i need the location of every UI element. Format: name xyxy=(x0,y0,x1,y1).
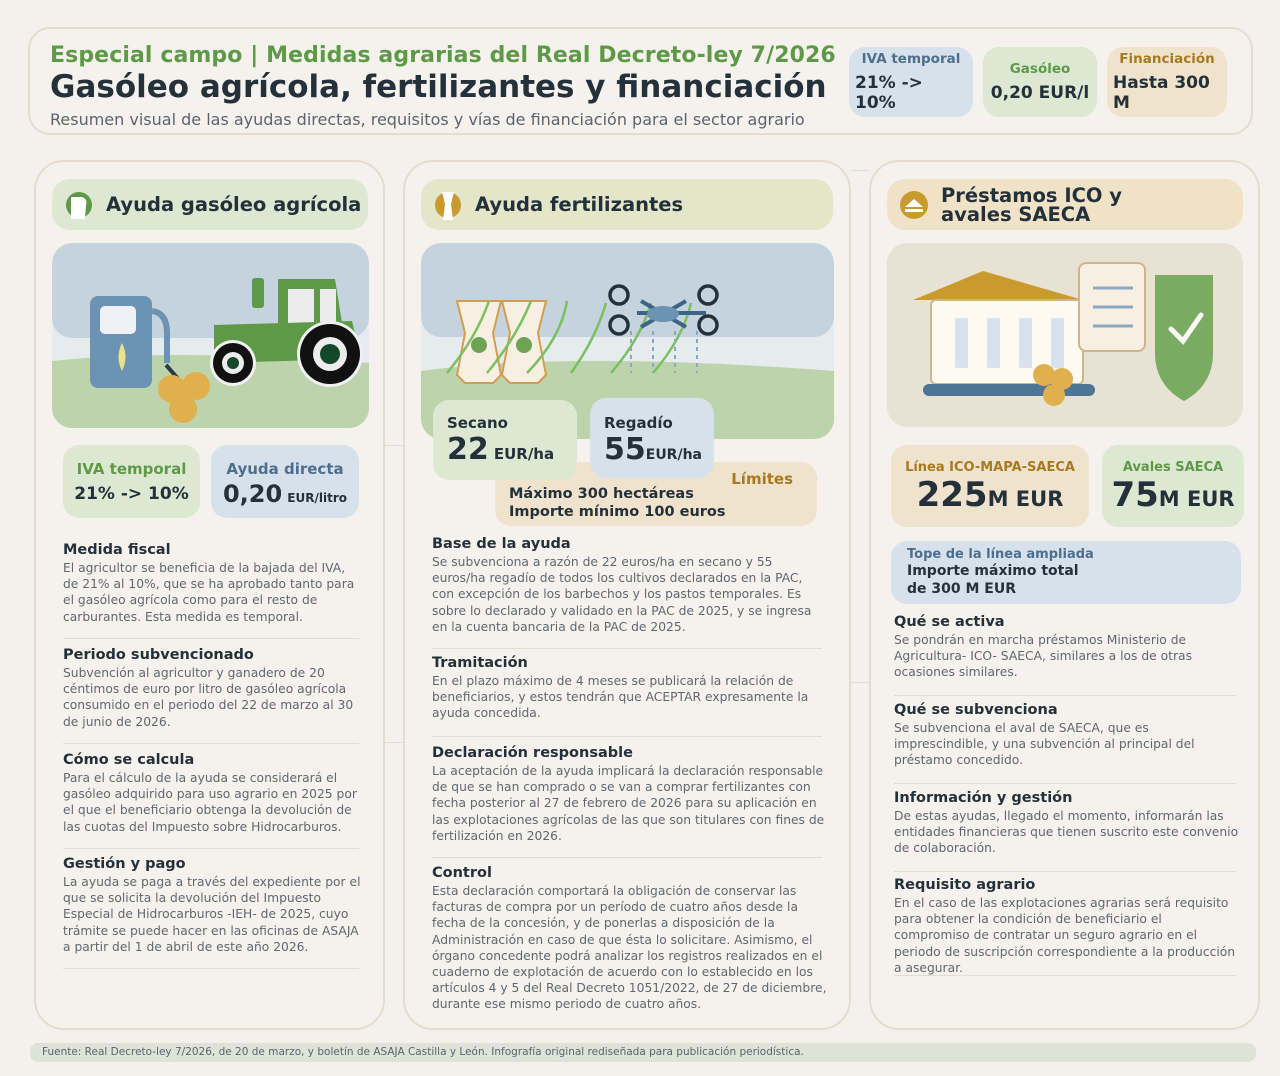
card-header xyxy=(421,179,833,230)
stat-label: Avales SAECA xyxy=(1122,460,1224,475)
connector-line xyxy=(385,445,403,446)
limits-line-1: Máximo 300 hectáreas xyxy=(509,486,694,502)
section-title: Gestión y pago xyxy=(63,856,186,872)
section-control xyxy=(432,865,827,1013)
section-body: Se pondrán en marcha préstamos Ministerio de Agricultura- ICO- SAECA, similares a los de otras ocasiones similares. xyxy=(894,633,1192,680)
tope-line-2: de 300 M EUR xyxy=(907,581,1017,597)
section-que-se-activa xyxy=(894,614,1239,681)
section-title: Control xyxy=(432,865,492,881)
stat-iva xyxy=(63,445,200,518)
page-title: Gasóleo agrícola, fertilizantes y financiación xyxy=(50,69,827,105)
stat-value: 0,20 xyxy=(222,480,283,508)
section-body: La aceptación de la ayuda implicará la declaración responsable de que se han comprado o se van a comprar fertilizantes con fecha posterior al 27 de febrero de 2026 para su aplicación en las explotaciones agrícolas de las que son titulares con fines de fertilización en 2026. xyxy=(432,764,825,843)
stat-regadio xyxy=(590,398,714,478)
chip-financiacion xyxy=(1107,47,1227,117)
section-title: Declaración responsable xyxy=(432,745,633,761)
bank-shield-illustration xyxy=(887,243,1243,427)
section-tramitacion xyxy=(432,655,827,722)
card-title: Ayuda fertilizantes xyxy=(475,193,684,216)
stat-unit: M EUR xyxy=(987,487,1064,511)
chip-value: 21% -> 10% xyxy=(855,73,923,113)
stat-unit: M EUR xyxy=(1158,487,1235,511)
fuel-drop-icon xyxy=(64,190,94,220)
section-periodo xyxy=(63,647,363,730)
section-title: Qué se subvenciona xyxy=(894,702,1058,718)
chip-gasoleo xyxy=(983,47,1097,117)
divider xyxy=(894,871,1236,872)
stat-unit: EUR/litro xyxy=(287,491,347,505)
stat-label: Regadío xyxy=(604,414,673,432)
card-header xyxy=(52,179,368,230)
section-body: En el plazo máximo de 4 meses se publicará la relación de beneficiarios, y estos tendrán que ACEPTAR expresamente la ayuda concedida. xyxy=(432,674,809,721)
divider xyxy=(63,743,359,744)
page-header xyxy=(28,27,1253,135)
divider xyxy=(63,638,359,639)
card-header xyxy=(887,179,1243,230)
chip-label: IVA temporal xyxy=(861,51,961,67)
divider xyxy=(894,695,1236,696)
card-title: Ayuda gasóleo agrícola xyxy=(106,193,362,216)
divider xyxy=(894,975,1236,976)
section-title: Tramitación xyxy=(432,655,528,671)
fertilizer-bag-icon xyxy=(433,190,463,220)
section-title: Cómo se calcula xyxy=(63,752,195,768)
divider xyxy=(432,736,822,737)
section-title: Medida fiscal xyxy=(63,542,171,558)
header-kicker: Especial campo | Medidas agrarias del Real Decreto-ley 7/2026 xyxy=(50,43,836,68)
source-footer: Fuente: Real Decreto-ley 7/2026, de 20 de marzo, y boletín de ASAJA Castilla y León. Infografía original rediseñada para publicación periodística. xyxy=(30,1043,1256,1062)
stat-value: 75 xyxy=(1111,475,1159,515)
section-title: Información y gestión xyxy=(894,790,1073,806)
chip-value: Hasta 300 M xyxy=(1113,73,1210,113)
section-gestion-pago xyxy=(63,856,363,955)
stat-avales-saeca xyxy=(1102,445,1244,527)
chip-iva xyxy=(849,47,973,117)
connector-line xyxy=(385,742,403,743)
section-body: Para el cálculo de la ayuda se considerará el gasóleo adquirido para uso agrario en 2025 por el que el beneficiario obtenga la devolución de las cuotas del Impuesto sobre Hidrocarburos. xyxy=(63,771,357,834)
section-body: El agricultor se beneficia de la bajada del IVA, de 21% al 10%, que se ha aprobado tanto para el gasóleo agrícola como para el resto de carburantes. Esta medida es temporal. xyxy=(63,561,355,624)
stat-label: IVA temporal xyxy=(76,460,187,478)
card-gasoleo xyxy=(34,160,385,1030)
section-body: Esta declaración comportará la obligación de conservar las facturas de compra por un período de cuatro años desde la fecha de la concesión, y de ponerlas a disposición de la Administración en caso de que ésta lo solicitare. Asimismo, el órgano concedente podrá analizar los registros realizados en el cuaderno de explotación de acuerdo con lo establecido en los artículos 4 y 5 del Real Decreto 1051/2022, de 27 de diciembre, durante ese mismo periodo de cuatro años. xyxy=(432,884,827,1012)
page-subtitle: Resumen visual de las ayudas directas, requisitos y vías de financiación para el sector agrario xyxy=(50,110,805,129)
stat-value: 225 xyxy=(916,475,988,515)
stat-ayuda-directa xyxy=(211,445,359,518)
divider xyxy=(432,648,822,649)
section-informacion xyxy=(894,790,1239,857)
section-body: La ayuda se paga a través del expediente por el que se solicita la devolución del Impuesto Especial de Hidrocarburos -IEH- de 2025, cuyo trámite se puede hacer en las oficinas de ASAJA a partir del 1 de abril de este año 2026. xyxy=(63,875,361,954)
divider xyxy=(894,783,1236,784)
section-title: Qué se activa xyxy=(894,614,1005,630)
limits-line-2: Importe mínimo 100 euros xyxy=(509,504,726,520)
section-title: Requisito agrario xyxy=(894,877,1036,893)
stat-linea-ico xyxy=(891,445,1089,527)
card-prestamos xyxy=(869,160,1260,1030)
section-body: Se subvenciona a razón de 22 euros/ha en secano y 55 euros/ha regadío de todos los cultivos declarados en la PAC, con excepción de los barbechos y los pastos temporales. Es sobre lo declarado y validado en la PAC de 2025, y se ingresa en la cuenta bancaria de la PAC de 2025. xyxy=(432,555,812,634)
tope-label: Tope de la línea ampliada xyxy=(907,547,1094,562)
tractor-fuel-illustration xyxy=(52,243,369,428)
card-title-line-1: Préstamos ICO y xyxy=(941,183,1122,207)
tope-box xyxy=(891,541,1241,604)
divider xyxy=(432,857,822,858)
section-title: Base de la ayuda xyxy=(432,536,571,552)
divider xyxy=(63,848,359,849)
chip-value: 0,20 EUR/l xyxy=(990,83,1090,103)
divider xyxy=(63,968,359,969)
stat-label: Línea ICO-MAPA-SAECA xyxy=(905,460,1075,475)
section-requisito xyxy=(894,877,1239,976)
connector-line xyxy=(851,170,869,171)
tope-line-1: Importe máximo total xyxy=(907,563,1079,579)
stat-value: 55 xyxy=(604,432,646,467)
connector-line xyxy=(851,682,869,683)
chip-label: Gasóleo xyxy=(1009,61,1071,77)
section-calculo xyxy=(63,752,363,835)
stat-unit: EUR/ha xyxy=(493,445,555,463)
section-title: Periodo subvencionado xyxy=(63,647,254,663)
section-que-se-subvenciona xyxy=(894,702,1239,769)
section-body: Se subvenciona el aval de SAECA, que es imprescindible, y una subvención al principal del préstamo concedido. xyxy=(894,721,1195,768)
stat-value: 21% -> 10% xyxy=(74,484,189,504)
stat-label: Ayuda directa xyxy=(226,460,344,478)
section-medida-fiscal xyxy=(63,542,363,625)
stat-label: Secano xyxy=(447,414,508,432)
section-declaracion xyxy=(432,745,827,844)
card-title xyxy=(941,183,1122,226)
stat-secano xyxy=(433,400,577,480)
stat-unit: EUR/ha xyxy=(645,447,702,463)
chip-label: Financiación xyxy=(1119,51,1215,67)
bank-roof-icon xyxy=(899,190,929,220)
card-fertilizantes xyxy=(403,160,851,1030)
section-base-ayuda xyxy=(432,536,827,635)
card-title-line-2: avales SAECA xyxy=(941,202,1091,226)
section-body: En el caso de las explotaciones agrarias será requisito para obtener la condición de beneficiario el compromiso de contratar un seguro agrario en el periodo de suscripción correspondiente a la producción a asegurar. xyxy=(894,896,1236,975)
section-body: Subvención al agricultor y ganadero de 20 céntimos de euro por litro de gasóleo agrícola consumido en el periodo del 22 de marzo al 30 de junio de 2026. xyxy=(63,666,354,729)
stat-value: 22 xyxy=(447,432,489,467)
summary-chips xyxy=(849,47,1227,117)
limits-label: Límites xyxy=(731,470,793,488)
section-body: De estas ayudas, llegado el momento, informarán las entidades financieras que tienen suscrito este convenio de colaboración. xyxy=(894,809,1239,856)
